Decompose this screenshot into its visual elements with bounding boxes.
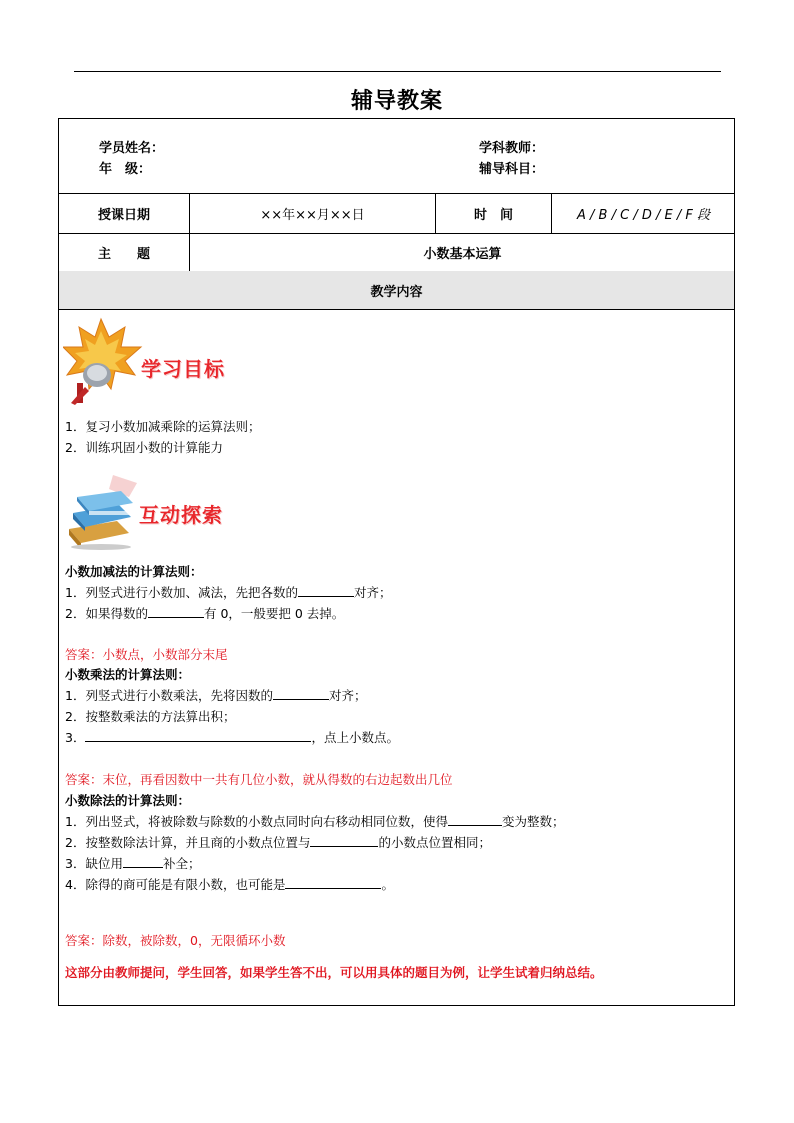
date-label: 授课日期 bbox=[97, 208, 150, 223]
multiply-answer: 答案：末位，再看因数中一共有几位小数，就从得数的右边起数出几位 bbox=[65, 772, 453, 787]
student-name-label: 学员姓名： bbox=[99, 141, 165, 156]
add-sub-heading: 小数加减法的计算法则： bbox=[65, 564, 203, 579]
topic-label: 主 题 bbox=[97, 247, 150, 262]
goal-item: 1．复习小数加减乘除的运算法则； bbox=[65, 419, 261, 434]
goals-banner bbox=[63, 317, 243, 407]
maple-leaf-bell-icon bbox=[63, 317, 143, 407]
fill-blank bbox=[148, 605, 204, 618]
book-stack-icon bbox=[63, 471, 143, 551]
goals-banner-title: 学习目标 bbox=[141, 357, 225, 381]
lesson-plan-table bbox=[58, 118, 735, 1006]
fill-blank bbox=[310, 834, 378, 847]
topic-value: 小数基本运算 bbox=[423, 247, 502, 262]
divide-rule-1: 1．列出竖式，将被除数与除数的小数点同时向右移动相同位数，使得 变为整数； bbox=[65, 814, 565, 829]
multiply-rule-1: 1．列竖式进行小数乘法，先将因数的 对齐； bbox=[65, 688, 367, 703]
multiply-heading: 小数乘法的计算法则： bbox=[65, 667, 191, 682]
fill-blank bbox=[285, 876, 381, 889]
section-header: 教学内容 bbox=[370, 284, 423, 300]
fill-blank bbox=[273, 687, 329, 700]
fill-blank bbox=[298, 584, 354, 597]
add-sub-rule-2: 2．如果得数的 有 0，一般要把 0 去掉。 bbox=[65, 606, 345, 621]
add-sub-answer: 答案：小数点，小数部分末尾 bbox=[65, 647, 228, 662]
fill-blank bbox=[85, 729, 311, 742]
divide-rule-3: 3．缺位用 补全； bbox=[65, 856, 201, 871]
divider bbox=[59, 309, 734, 310]
divide-heading: 小数除法的计算法则： bbox=[65, 793, 191, 808]
grade-label: 年 级： bbox=[99, 162, 152, 177]
divide-answer: 答案：除数，被除数，0，无限循环小数 bbox=[65, 933, 286, 948]
multiply-rule-3: 3． ，点上小数点。 bbox=[65, 730, 399, 745]
divide-rule-2: 2．按整数除法计算，并且商的小数点位置与 的小数点位置相同； bbox=[65, 835, 491, 850]
divide-rule-4: 4．除得的商可能是有限小数，也可能是 。 bbox=[65, 877, 394, 892]
goal-item: 2．训练巩固小数的计算能力 bbox=[65, 440, 223, 455]
subject-label: 辅导科目： bbox=[479, 162, 545, 177]
teacher-label: 学科教师： bbox=[479, 141, 545, 156]
time-label: 时 间 bbox=[473, 208, 513, 223]
multiply-rule-2: 2．按整数乘法的方法算出积； bbox=[65, 709, 236, 724]
explore-banner bbox=[63, 471, 243, 551]
add-sub-rule-1: 1．列竖式进行小数加、减法，先把各数的 对齐； bbox=[65, 585, 392, 600]
time-value: A / B / C / D / E / F 段 bbox=[577, 208, 710, 223]
teacher-note: 这部分由教师提问，学生回答，如果学生答不出，可以用具体的题目为例，让学生试着归纳总结。 bbox=[65, 965, 603, 980]
date-value: ××年××月××日 bbox=[260, 208, 365, 223]
fill-blank bbox=[448, 813, 502, 826]
document-title: 辅导教案 bbox=[350, 89, 443, 114]
explore-banner-title: 互动探索 bbox=[139, 503, 223, 527]
top-rule bbox=[74, 71, 721, 72]
fill-blank bbox=[123, 855, 163, 868]
